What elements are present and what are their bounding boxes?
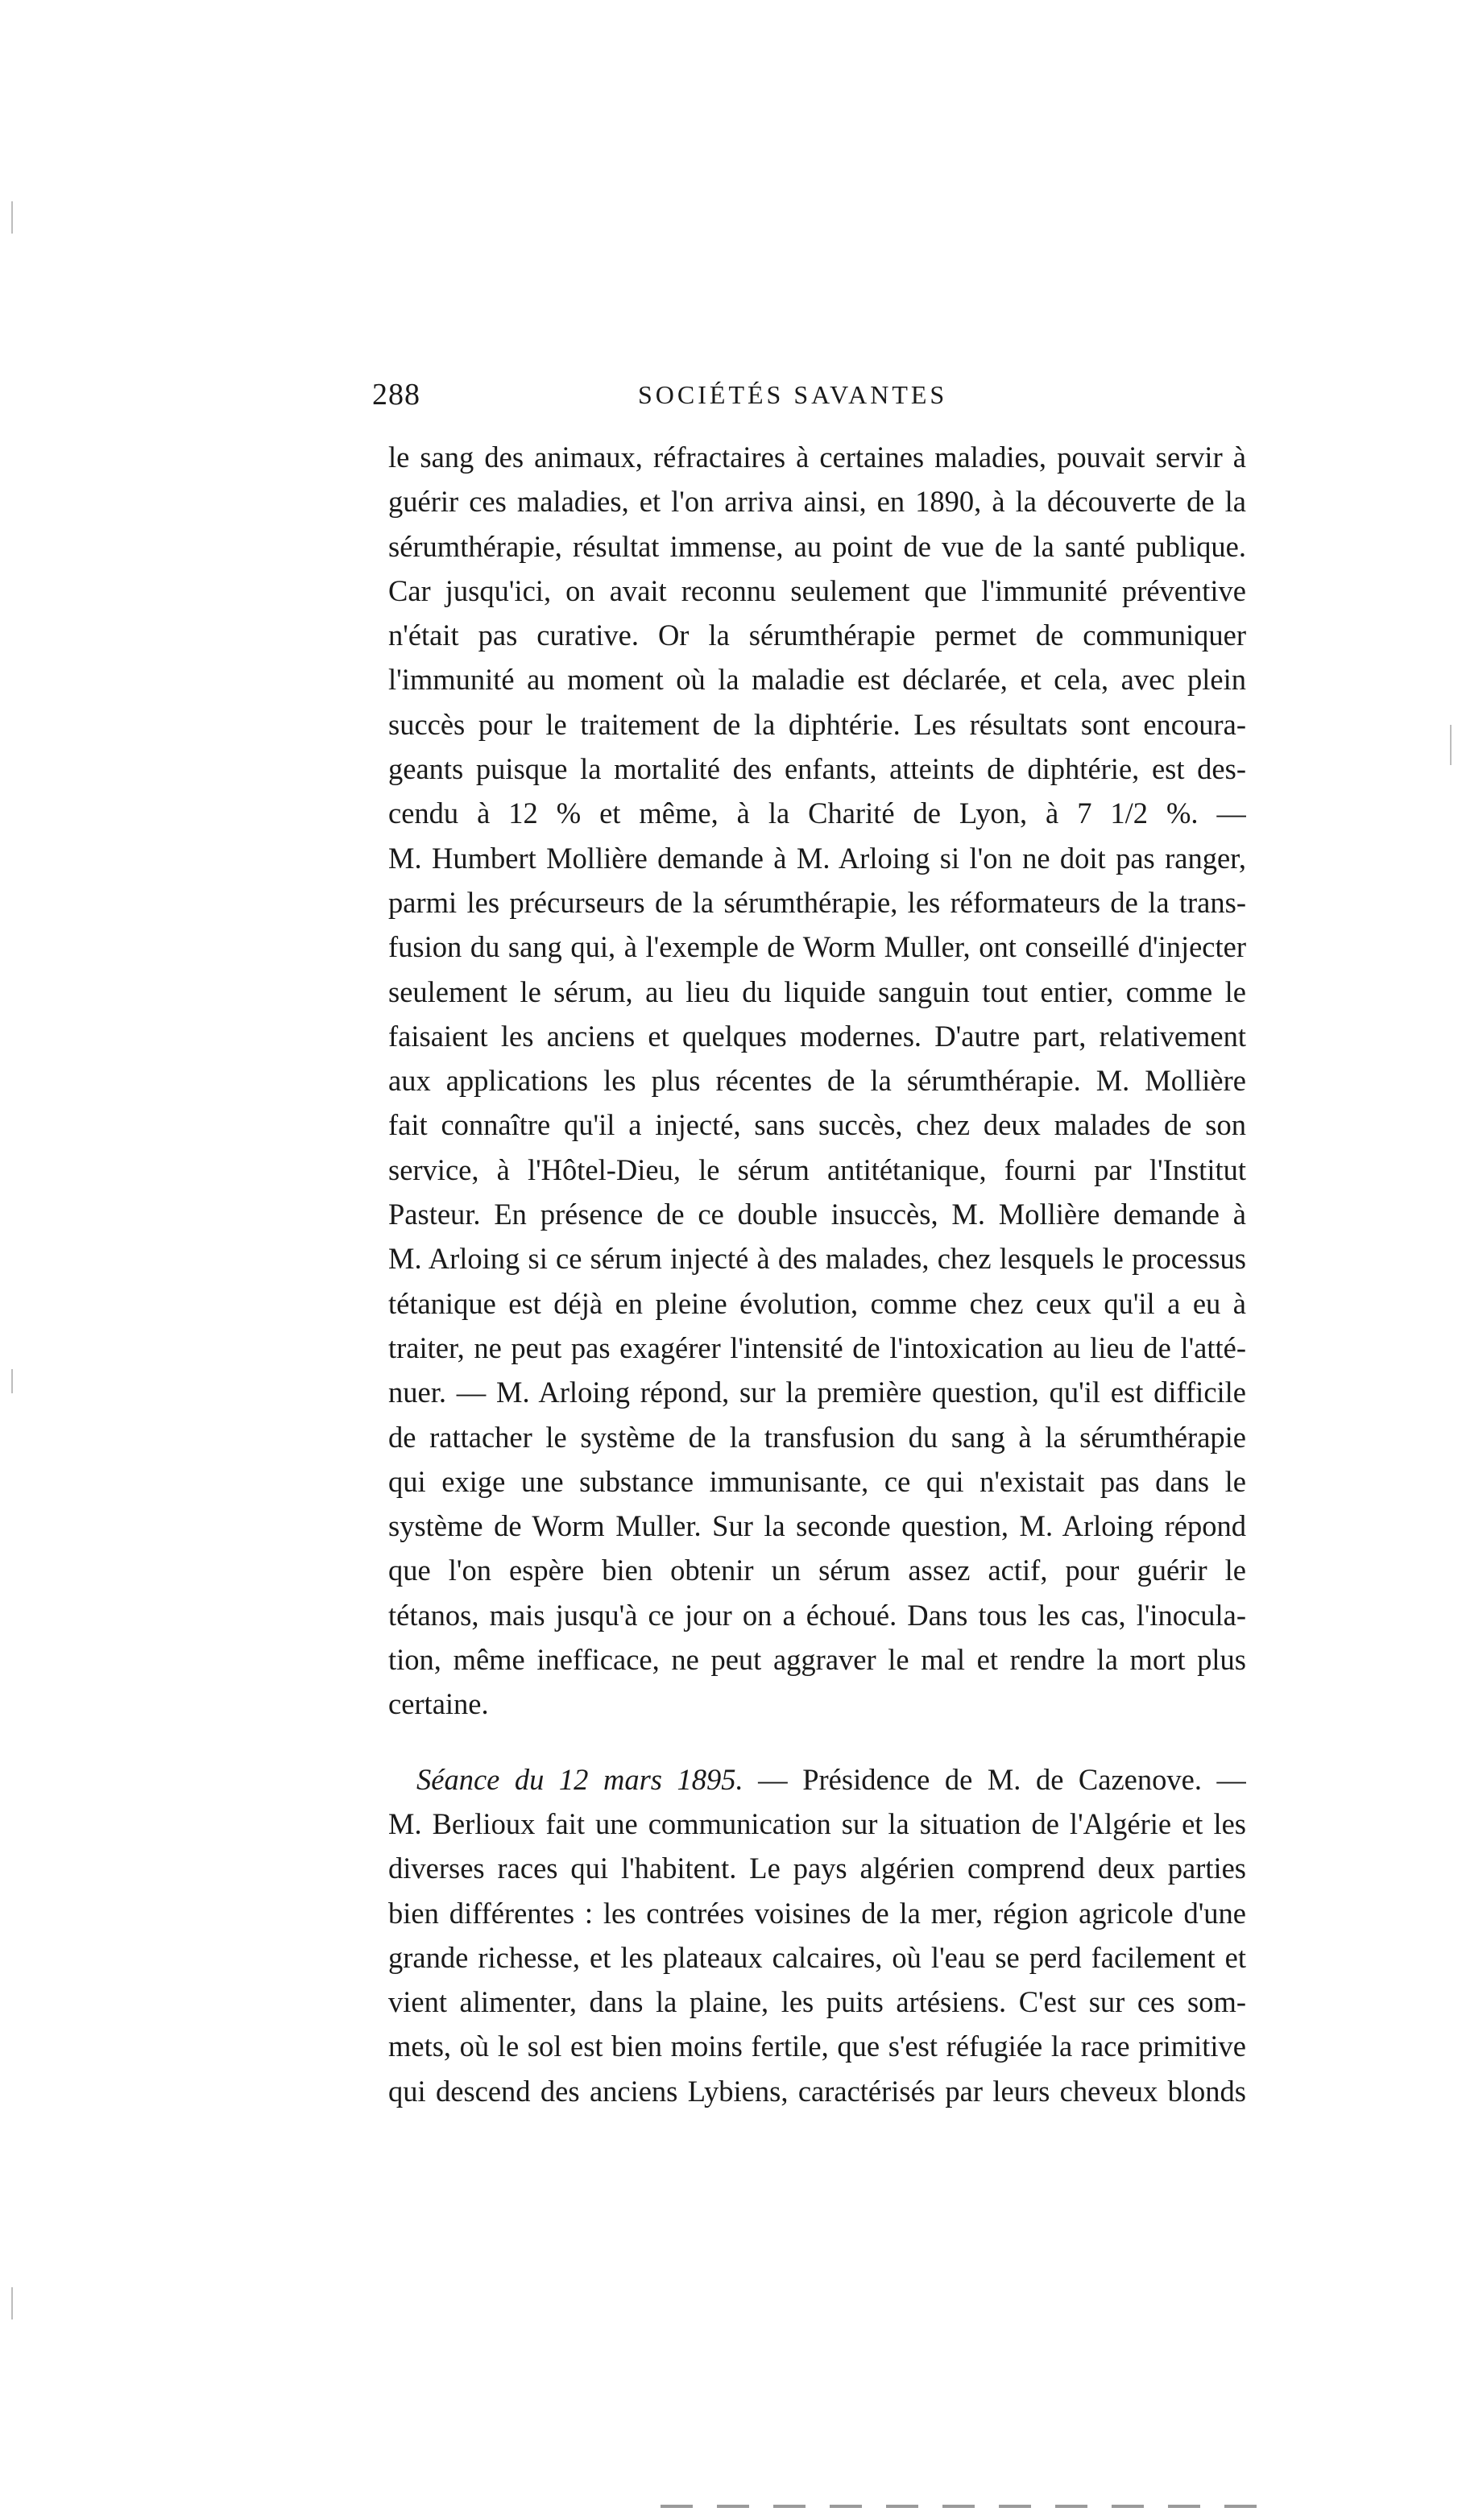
text-line: tétanos, mais jusqu'à ce jour on a échoué. Dans tous les cas, l'inocula- (388, 1598, 1246, 1632)
page-number: 288 (372, 378, 420, 412)
text-line: fait connaître qu'il a injecté, sans succès, chez deux malades de son (388, 1108, 1246, 1142)
text-line: traiter, ne peut pas exagérer l'intensité de l'intoxication au lieu de l'atté- (388, 1330, 1246, 1364)
text-line: guérir ces maladies, et l'on arriva ainsi, en 1890, à la découverte de la (388, 485, 1246, 519)
text-line: fusion du sang qui, à l'exemple de Worm Muller, ont conseillé d'injecter (388, 930, 1246, 964)
text-line: seulement le sérum, au lieu du liquide sanguin tout entier, comme le (388, 974, 1246, 1008)
scan-margin-mark (1450, 725, 1452, 765)
text-line: de rattacher le système de la transfusion du sang à la sérumthérapie (388, 1420, 1246, 1454)
seance-presidence: — Présidence de M. de Cazenove. — (743, 1762, 1246, 1796)
text-line: nuer. — M. Arloing répond, sur la première question, qu'il est difficile (388, 1376, 1246, 1409)
text-line: faisaient les anciens et quelques modernes. D'autre part, relativement (388, 1019, 1246, 1053)
text-line: M. Humbert Mollière demande à M. Arloing si l'on ne doit pas ranger, (388, 841, 1246, 875)
scan-margin-mark (11, 2287, 13, 2319)
text-line: Car jusqu'ici, on avait reconnu seulement que l'immunité préventive (388, 573, 1246, 607)
scan-margin-mark (11, 201, 13, 234)
text-line: succès pour le traitement de la diphtérie. Les résultats sont encoura- (388, 707, 1246, 741)
text-line: bien différentes : les contrées voisines de la mer, région agricole d'une (388, 1896, 1246, 1930)
text-line: certaine. (388, 1687, 489, 1721)
text-line: sérumthérapie, résultat immense, au point de vue de la santé publique. (388, 529, 1246, 563)
text-line: aux applications les plus récentes de la sérumthérapie. M. Mollière (388, 1064, 1246, 1098)
text-line: Pasteur. En présence de ce double insuccès, M. Mollière demande à (388, 1198, 1246, 1231)
text-line: vient alimenter, dans la plaine, les puits artésiens. C'est sur ces som- (388, 1985, 1246, 2019)
text-line: service, à l'Hôtel-Dieu, le sérum antitétanique, fourni par l'Institut (388, 1152, 1246, 1186)
seance-heading: Séance du 12 mars 1895. (416, 1762, 743, 1796)
text-line: M. Arloing si ce sérum injecté à des malades, chez lesquels le processus (388, 1242, 1246, 1276)
text-line: le sang des animaux, réfractaires à certaines maladies, pouvait servir à (388, 441, 1246, 474)
text-line: l'immunité au moment où la maladie est déclarée, et cela, avec plein (388, 663, 1246, 697)
text-line: geants puisque la mortalité des enfants, atteints de diphtérie, est des- (388, 752, 1246, 786)
text-line: parmi les précurseurs de la sérumthérapie, les réformateurs de la trans- (388, 885, 1246, 919)
running-head: SOCIÉTÉS SAVANTES (638, 380, 948, 409)
text-line: M. Berlioux fait une communication sur la situation de l'Algérie et les (388, 1806, 1246, 1840)
seance-first-line (388, 1757, 1246, 1802)
scan-bottom-dashes (661, 2505, 1257, 2508)
text-line: tion, même inefficace, ne peut aggraver le mal et rendre la mort plus (388, 1643, 1246, 1677)
paragraph-gap (388, 1727, 1246, 1757)
text-line: cendu à 12 % et même, à la Charité de Lyon, à 7 1/2 %. — (388, 797, 1246, 830)
page-header (372, 377, 1258, 425)
text-line: tétanique est déjà en pleine évolution, comme chez ceux qu'il a eu à (388, 1286, 1246, 1320)
text-line: système de Worm Muller. Sur la seconde question, M. Arloing répond (388, 1509, 1246, 1543)
text-line: qui descend des anciens Lybiens, caractérisés par leurs cheveux blonds (388, 2074, 1246, 2108)
text-line: diverses races qui l'habitent. Le pays algérien comprend deux parties (388, 1852, 1246, 1885)
text-line: que l'on espère bien obtenir un sérum assez actif, pour guérir le (388, 1554, 1246, 1587)
text-line: mets, où le sol est bien moins fertile, que s'est réfugiée la race primitive (388, 2030, 1246, 2063)
scan-margin-mark (11, 1369, 13, 1393)
text-line: qui exige une substance immunisante, ce qui n'existait pas dans le (388, 1464, 1246, 1498)
text-line: grande richesse, et les plateaux calcaires, où l'eau se perd facilement et (388, 1940, 1246, 1974)
text-line: n'était pas curative. Or la sérumthérapie permet de communiquer (388, 619, 1246, 652)
body-text (388, 435, 1246, 2113)
